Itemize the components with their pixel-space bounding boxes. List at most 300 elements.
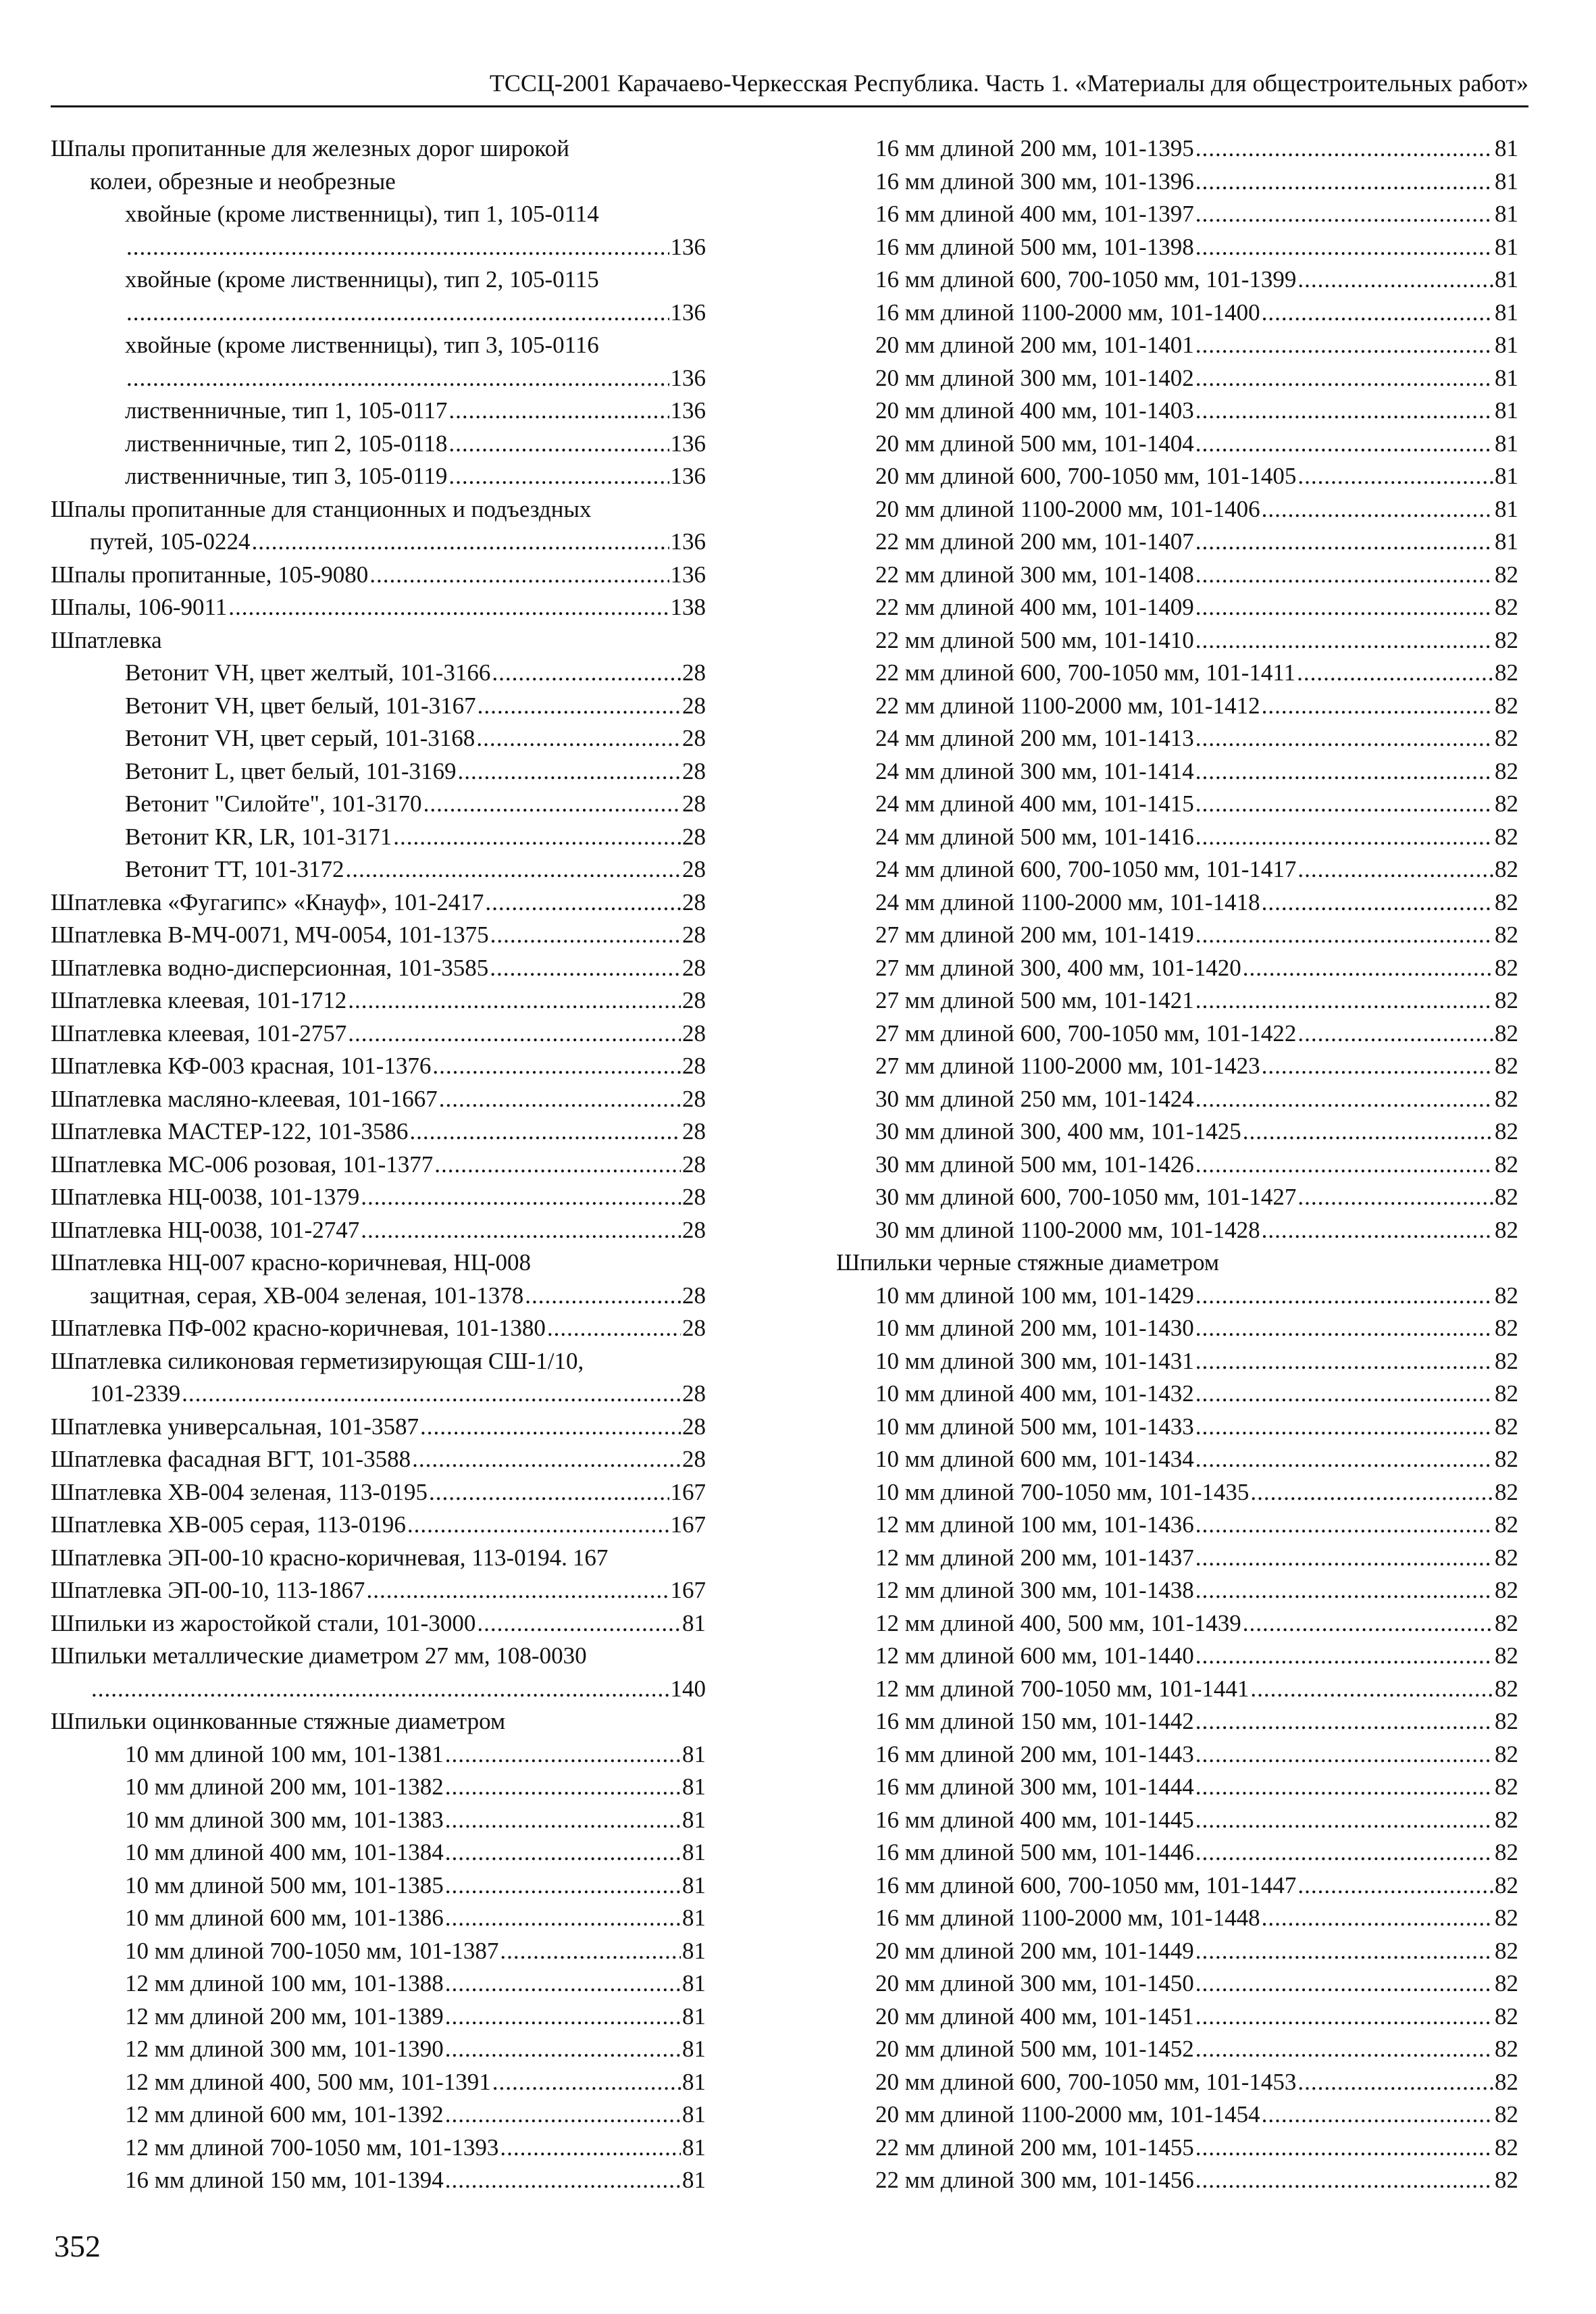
page-ref: 28 <box>682 659 706 686</box>
page-ref: 82 <box>1495 1511 1518 1538</box>
page-ref: 82 <box>1495 1642 1518 1669</box>
index-entry <box>836 231 1518 264</box>
entry-text: 10 мм длиной 200 мм, 101-1430 <box>875 1315 1194 1341</box>
page-ref: 82 <box>1495 922 1518 948</box>
entry-text: 16 мм длиной 400 мм, 101-1397 <box>875 201 1194 227</box>
entry-text: 27 мм длиной 200 мм, 101-1419 <box>875 922 1194 948</box>
entry-text: Шпатлевка клеевая, 101-1712 <box>51 987 347 1013</box>
entry-text: 20 мм длиной 200 мм, 101-1401 <box>875 332 1194 358</box>
entry-text: 10 мм длиной 200 мм, 101-1382 <box>125 1774 444 1800</box>
dot-leader <box>432 1050 681 1083</box>
index-entry <box>51 1836 706 1869</box>
entry-text: 27 мм длиной 600, 700-1050 мм, 101-1422 <box>875 1020 1297 1047</box>
dot-leader <box>393 821 681 854</box>
index-entry <box>836 1050 1518 1083</box>
index-entry <box>51 1509 706 1542</box>
entry-text: 10 мм длиной 300 мм, 101-1431 <box>875 1347 1194 1374</box>
entry-text: 16 мм длиной 600, 700-1050 мм, 101-1399 <box>875 266 1297 293</box>
entry-text: 12 мм длиной 600 мм, 101-1392 <box>125 2101 444 2128</box>
page-ref: 82 <box>1495 1708 1518 1734</box>
index-entry <box>836 755 1518 788</box>
dot-leader <box>1262 2098 1493 2132</box>
entry-text: Шпатлевка В-МЧ-0071, МЧ-0054, 101-1375 <box>51 922 489 948</box>
dot-leader <box>407 1509 669 1542</box>
dot-leader <box>1195 132 1493 166</box>
dot-leader <box>490 919 681 952</box>
index-entry <box>836 166 1518 199</box>
page-ref: 28 <box>682 1020 706 1047</box>
page-ref: 82 <box>1495 594 1518 620</box>
entry-text: 16 мм длиной 300 мм, 101-1444 <box>875 1774 1194 1800</box>
dot-leader <box>1195 2164 1493 2197</box>
index-entry <box>836 788 1518 821</box>
index-heading: Шпалы пропитанные для железных дорог широкой <box>51 135 570 161</box>
dot-leader <box>361 1214 681 1247</box>
index-entry <box>51 1443 706 1476</box>
entry-text: 10 мм длиной 700-1050 мм, 101-1387 <box>125 1937 499 1964</box>
entry-text: 22 мм длиной 1100-2000 мм, 101-1412 <box>875 692 1260 719</box>
index-entry <box>51 1607 706 1640</box>
dot-leader <box>420 1411 681 1444</box>
index-entry <box>836 1804 1518 1837</box>
page-ref: 82 <box>1495 1053 1518 1079</box>
page-ref: 82 <box>1495 1905 1518 1931</box>
entry-text: 10 мм длиной 600 мм, 101-1386 <box>125 1905 444 1931</box>
dot-leader <box>445 1804 681 1837</box>
page-ref: 82 <box>1495 692 1518 719</box>
index-entry <box>51 1869 706 1903</box>
index-entry <box>51 2132 706 2165</box>
page-ref: 136 <box>670 299 706 326</box>
dot-leader <box>366 1574 669 1607</box>
dot-leader <box>1195 1443 1493 1476</box>
dot-leader <box>1195 1738 1493 1771</box>
entry-text: Шпатлевка МАСТЕР-122, 101-3586 <box>51 1118 409 1145</box>
entry-text: 24 мм длиной 500 мм, 101-1416 <box>875 823 1194 850</box>
page-ref: 82 <box>1495 2101 1518 2128</box>
index-entry <box>836 428 1518 461</box>
entry-text: 12 мм длиной 100 мм, 101-1436 <box>875 1511 1194 1538</box>
dot-leader <box>1195 1542 1493 1575</box>
dot-leader <box>1195 1967 1493 2001</box>
entry-text: 20 мм длиной 300 мм, 101-1450 <box>875 1970 1194 1996</box>
index-entry <box>836 1771 1518 1804</box>
page-ref: 28 <box>682 1282 706 1309</box>
index-column-left <box>51 132 706 2197</box>
entry-text: 24 мм длиной 300 мм, 101-1414 <box>875 757 1194 784</box>
dot-leader <box>1297 2066 1493 2099</box>
index-entry <box>51 428 706 461</box>
index-entry <box>51 395 706 428</box>
page-ref: 28 <box>682 954 706 981</box>
page-ref: 82 <box>1495 1085 1518 1112</box>
entry-text: 16 мм длиной 200 мм, 101-1395 <box>875 135 1194 161</box>
dot-leader <box>361 1181 681 1214</box>
page-ref: 82 <box>1495 1839 1518 1865</box>
index-entry <box>51 1935 706 1968</box>
dot-leader <box>346 853 681 886</box>
dot-leader <box>91 1673 669 1706</box>
dot-leader <box>445 1869 681 1903</box>
page-ref: 82 <box>1495 2003 1518 2030</box>
entry-text: лиственничные, тип 2, 105-0118 <box>125 430 448 457</box>
page-ref: 28 <box>682 1216 706 1243</box>
page-ref: 81 <box>1495 463 1518 489</box>
dot-leader <box>547 1312 681 1345</box>
page-ref: 28 <box>682 888 706 915</box>
entry-text: Ветонит KR, LR, 101-3171 <box>125 823 392 850</box>
index-entry <box>836 1017 1518 1051</box>
index-entry <box>51 591 706 624</box>
page-ref: 81 <box>1495 430 1518 457</box>
index-entry <box>51 1378 706 1411</box>
page-ref: 28 <box>682 987 706 1013</box>
page-ref: 82 <box>1495 2068 1518 2095</box>
entry-text: 10 мм длиной 700-1050 мм, 101-1435 <box>875 1478 1250 1505</box>
entry-text: 16 мм длиной 500 мм, 101-1446 <box>875 1839 1194 1865</box>
page-ref: 82 <box>1495 1871 1518 1898</box>
index-entry <box>836 2164 1518 2197</box>
index-entry <box>836 591 1518 624</box>
dot-leader <box>1262 1214 1493 1247</box>
entry-text: 10 мм длиной 300 мм, 101-1383 <box>125 1806 444 1833</box>
dot-leader <box>445 2033 681 2066</box>
entry-text: 27 мм длиной 500 мм, 101-1421 <box>875 987 1194 1013</box>
index-entry <box>51 1280 706 1313</box>
entry-text: 10 мм длиной 400 мм, 101-1384 <box>125 1839 444 1865</box>
page-ref: 136 <box>670 561 706 588</box>
entry-text: Шпатлевка универсальная, 101-3587 <box>51 1413 419 1440</box>
dot-leader <box>1195 329 1493 362</box>
dot-leader <box>348 1017 681 1051</box>
entry-text: 16 мм длиной 150 мм, 101-1394 <box>125 2167 444 2193</box>
index-entry <box>836 1083 1518 1116</box>
page-ref: 167 <box>670 1478 706 1505</box>
dot-leader <box>1195 1083 1493 1116</box>
dot-leader <box>445 2001 681 2034</box>
dot-leader <box>228 591 669 624</box>
entry-text: лиственничные, тип 1, 105-0117 <box>125 397 448 424</box>
dot-leader <box>1195 1771 1493 1804</box>
page-ref: 136 <box>670 430 706 457</box>
page-ref: 82 <box>1495 1806 1518 1833</box>
page-ref: 167 <box>572 1544 609 1571</box>
dot-leader <box>1243 1607 1493 1640</box>
entry-text: 16 мм длиной 150 мм, 101-1442 <box>875 1708 1194 1734</box>
index-entry <box>836 1640 1518 1673</box>
entry-text: 12 мм длиной 400, 500 мм, 101-1391 <box>125 2068 491 2095</box>
entry-text: Ветонит TT, 101-3172 <box>125 856 344 882</box>
page-ref: 82 <box>1495 823 1518 850</box>
index-entry <box>51 1181 706 1214</box>
page-ref: 81 <box>1495 364 1518 391</box>
entry-text: 24 мм длиной 200 мм, 101-1413 <box>875 725 1194 751</box>
entry-text: 12 мм длиной 600 мм, 101-1440 <box>875 1642 1194 1669</box>
page-number: 352 <box>54 2229 101 2263</box>
index-entry <box>51 2001 706 2034</box>
index-entry <box>836 1181 1518 1214</box>
entry-text: Шпатлевка МС-006 розовая, 101-1377 <box>51 1151 434 1178</box>
dot-leader <box>445 1771 681 1804</box>
dot-leader <box>1297 263 1493 297</box>
dot-leader <box>1195 624 1493 657</box>
dot-leader <box>476 722 681 755</box>
entry-text: 16 мм длиной 400 мм, 101-1445 <box>875 1806 1194 1833</box>
dot-leader <box>412 1443 681 1476</box>
dot-leader <box>1195 395 1493 428</box>
index-entry <box>836 1280 1518 1313</box>
page-ref: 136 <box>670 397 706 424</box>
entry-text: 12 мм длиной 200 мм, 101-1437 <box>875 1544 1194 1571</box>
page-ref: 81 <box>1495 266 1518 293</box>
index-heading: Шпатлевка НЦ-007 красно-коричневая, НЦ-008 <box>51 1249 532 1276</box>
dot-leader <box>445 1836 681 1869</box>
page-ref: 28 <box>682 1184 706 1210</box>
page-ref: 81 <box>682 2068 706 2095</box>
index-entry <box>51 1738 706 1771</box>
page-ref: 136 <box>670 364 706 391</box>
dot-leader <box>485 886 681 920</box>
dot-leader <box>369 559 669 592</box>
entry-text: 10 мм длиной 400 мм, 101-1432 <box>875 1380 1194 1407</box>
entry-text: Шпильки из жаростойкой стали, 101-3000 <box>51 1609 476 1636</box>
dot-leader <box>1195 1705 1493 1738</box>
page-ref: 28 <box>682 1085 706 1112</box>
page-ref: 82 <box>1495 1937 1518 1964</box>
entry-text: 20 мм длиной 200 мм, 101-1449 <box>875 1937 1194 1964</box>
dot-leader <box>423 788 681 821</box>
dot-leader <box>445 2164 681 2197</box>
entry-text: 20 мм длиной 1100-2000 мм, 101-1406 <box>875 495 1260 522</box>
entry-text: Шпатлевка ХВ-004 зеленая, 113-0195 <box>51 1478 428 1505</box>
index-entry <box>836 1607 1518 1640</box>
dot-leader <box>490 952 681 985</box>
dot-leader <box>1195 1509 1493 1542</box>
page-ref: 82 <box>1495 1347 1518 1374</box>
index-entry <box>51 755 706 788</box>
dot-leader <box>478 690 681 723</box>
page-ref: 81 <box>1495 332 1518 358</box>
dot-leader <box>1195 198 1493 231</box>
dot-leader <box>1297 657 1493 690</box>
page-ref: 81 <box>1495 168 1518 195</box>
page-ref: 82 <box>1495 2134 1518 2161</box>
dot-leader <box>1195 2033 1493 2066</box>
entry-text: Ветонит VH, цвет желтый, 101-3166 <box>125 659 491 686</box>
page-ref: 28 <box>682 1315 706 1341</box>
page-ref: 81 <box>682 1937 706 1964</box>
page-ref: 81 <box>682 1740 706 1767</box>
entry-text: 30 мм длиной 300, 400 мм, 101-1425 <box>875 1118 1241 1145</box>
page-ref: 82 <box>1495 1970 1518 1996</box>
page-ref: 82 <box>1495 1413 1518 1440</box>
entry-text: 30 мм длиной 1100-2000 мм, 101-1428 <box>875 1216 1260 1243</box>
index-entry <box>51 722 706 755</box>
dot-leader <box>1195 1312 1493 1345</box>
page-ref: 81 <box>682 1609 706 1636</box>
dot-leader <box>448 460 669 493</box>
dot-leader <box>1195 1574 1493 1607</box>
entry-text: 101-2339 <box>90 1380 181 1407</box>
dot-leader <box>492 657 681 690</box>
page-ref: 82 <box>1495 2036 1518 2062</box>
index-entry <box>836 919 1518 952</box>
dot-leader <box>126 297 669 330</box>
header-title: ТССЦ-2001 Карачаево-Черкесская Республика. Часть 1. «Материалы для общестроительных работ» <box>489 70 1528 97</box>
dot-leader <box>448 395 669 428</box>
entry-text: 24 мм длиной 1100-2000 мм, 101-1418 <box>875 888 1260 915</box>
page-ref: 28 <box>682 692 706 719</box>
page-ref: 82 <box>1495 1020 1518 1047</box>
page-ref: 167 <box>670 1577 706 1603</box>
page-ref: 81 <box>682 1871 706 1898</box>
entry-text: Шпатлевка ХВ-005 серая, 113-0196 <box>51 1511 406 1538</box>
entry-text: Шпатлевка фасадная ВГТ, 101-3588 <box>51 1446 411 1472</box>
page-ref: 82 <box>1495 626 1518 653</box>
dot-leader <box>1262 297 1493 330</box>
page-ref: 28 <box>682 725 706 751</box>
entry-text: 16 мм длиной 1100-2000 мм, 101-1400 <box>875 299 1260 326</box>
entry-text: Ветонит VH, цвет белый, 101-3167 <box>125 692 476 719</box>
index-entry <box>836 1443 1518 1476</box>
page-ref: 82 <box>1495 1380 1518 1407</box>
entry-text: 24 мм длиной 400 мм, 101-1415 <box>875 790 1194 817</box>
index-entry <box>51 1476 706 1509</box>
dot-leader <box>1195 1640 1493 1673</box>
index-entry <box>836 2066 1518 2099</box>
index-heading: Шпильки оцинкованные стяжные диаметром <box>51 1708 506 1734</box>
index-heading: Шпалы пропитанные для станционных и подъездных <box>51 495 592 522</box>
page-ref: 167 <box>670 1511 706 1538</box>
entry-text: 16 мм длиной 300 мм, 101-1396 <box>875 168 1194 195</box>
index-entry <box>836 821 1518 854</box>
dot-leader <box>1250 1673 1493 1706</box>
index-entry <box>836 1902 1518 1935</box>
index-entry <box>836 1935 1518 1968</box>
dot-leader <box>445 1738 681 1771</box>
entry-text: защитная, серая, ХВ-004 зеленая, 101-1378 <box>90 1282 524 1309</box>
page-ref: 81 <box>1495 528 1518 555</box>
dot-leader <box>445 1902 681 1935</box>
index-entry <box>836 395 1518 428</box>
entry-text: 16 мм длиной 200 мм, 101-1443 <box>875 1740 1194 1767</box>
entry-text: Ветонит VH, цвет серый, 101-3168 <box>125 725 475 751</box>
entry-text: Шпалы, 106-9011 <box>51 594 228 620</box>
index-entry <box>51 1902 706 1935</box>
index-entry <box>51 1411 706 1444</box>
entry-text: 24 мм длиной 600, 700-1050 мм, 101-1417 <box>875 856 1297 882</box>
dot-leader <box>1262 493 1493 526</box>
dot-leader <box>500 2132 681 2165</box>
entry-text: Ветонит L, цвет белый, 101-3169 <box>125 757 457 784</box>
index-entry <box>51 1312 706 1345</box>
index-heading: Шпильки черные стяжные диаметром <box>836 1249 1219 1276</box>
entry-text: 22 мм длиной 200 мм, 101-1455 <box>875 2134 1194 2161</box>
index-entry <box>51 526 706 559</box>
index-entry <box>51 559 706 592</box>
dot-leader <box>1250 1476 1493 1509</box>
entry-text: 20 мм длиной 600, 700-1050 мм, 101-1405 <box>875 463 1297 489</box>
index-entry <box>836 853 1518 886</box>
index-entry-text: хвойные (кроме лиственницы), тип 3, 105-0116 <box>125 332 599 358</box>
index-entry <box>836 526 1518 559</box>
entry-text: 16 мм длиной 500 мм, 101-1398 <box>875 233 1194 260</box>
index-column-right <box>836 132 1518 2197</box>
page-ref: 82 <box>1495 1544 1518 1571</box>
index-entry <box>836 460 1518 493</box>
dot-leader <box>1243 1115 1493 1149</box>
dot-leader <box>126 362 669 395</box>
dot-leader <box>1195 231 1493 264</box>
index-entry <box>51 1771 706 1804</box>
page-ref: 82 <box>1495 757 1518 784</box>
page-ref: 81 <box>1495 233 1518 260</box>
page-ref: 28 <box>682 1446 706 1472</box>
page-ref: 82 <box>1495 856 1518 882</box>
index-entry <box>836 1836 1518 1869</box>
dot-leader <box>126 231 669 264</box>
dot-leader <box>1195 788 1493 821</box>
index-entry <box>51 1673 706 1706</box>
index-entry <box>836 1312 1518 1345</box>
page-ref: 82 <box>1495 2167 1518 2193</box>
entry-text: 22 мм длиной 300 мм, 101-1408 <box>875 561 1194 588</box>
entry-text: 30 мм длиной 250 мм, 101-1424 <box>875 1085 1194 1112</box>
index-entry-text: хвойные (кроме лиственницы), тип 2, 105-0115 <box>125 266 599 293</box>
entry-text: 22 мм длиной 300 мм, 101-1456 <box>875 2167 1194 2193</box>
dot-leader <box>1195 2132 1493 2165</box>
index-entry <box>836 1574 1518 1607</box>
index-heading: Шпатлевка силиконовая герметизирующая СШ-1/10, <box>51 1347 584 1374</box>
index-entry <box>836 1705 1518 1738</box>
entry-text: 20 мм длиной 500 мм, 101-1452 <box>875 2036 1194 2062</box>
page-ref: 81 <box>1495 201 1518 227</box>
running-header <box>51 62 1528 107</box>
page-ref: 82 <box>1495 1315 1518 1341</box>
index-entry <box>836 1115 1518 1149</box>
page-ref: 81 <box>682 2036 706 2062</box>
index-entry <box>836 624 1518 657</box>
index-entry <box>51 853 706 886</box>
page-ref: 28 <box>682 856 706 882</box>
page-ref: 81 <box>682 1905 706 1931</box>
entry-text: 22 мм длиной 400 мм, 101-1409 <box>875 594 1194 620</box>
entry-text: Шпалы пропитанные, 105-9080 <box>51 561 369 588</box>
dot-leader <box>1195 821 1493 854</box>
page-ref: 81 <box>1495 299 1518 326</box>
index-entry <box>51 362 706 395</box>
page-ref: 28 <box>682 1380 706 1407</box>
index-entry <box>51 886 706 920</box>
index-entry <box>836 1967 1518 2001</box>
index-entry <box>51 919 706 952</box>
dot-leader <box>525 1280 681 1313</box>
index-heading: Шпатлевка <box>51 626 162 653</box>
page-ref: 82 <box>1495 1774 1518 1800</box>
page-ref: 82 <box>1495 1184 1518 1210</box>
index-entry <box>836 1869 1518 1903</box>
index-entry <box>51 1574 706 1607</box>
entry-text: 22 мм длиной 600, 700-1050 мм, 101-1411 <box>875 659 1296 686</box>
index-entry <box>51 297 706 330</box>
index-entry <box>51 657 706 690</box>
entry-text: Шпатлевка КФ-003 красная, 101-1376 <box>51 1053 432 1079</box>
dot-leader <box>1195 1935 1493 1968</box>
index-entry <box>836 657 1518 690</box>
page-ref: 82 <box>1495 1478 1518 1505</box>
dot-leader <box>492 2066 681 2099</box>
page-ref: 82 <box>1495 659 1518 686</box>
